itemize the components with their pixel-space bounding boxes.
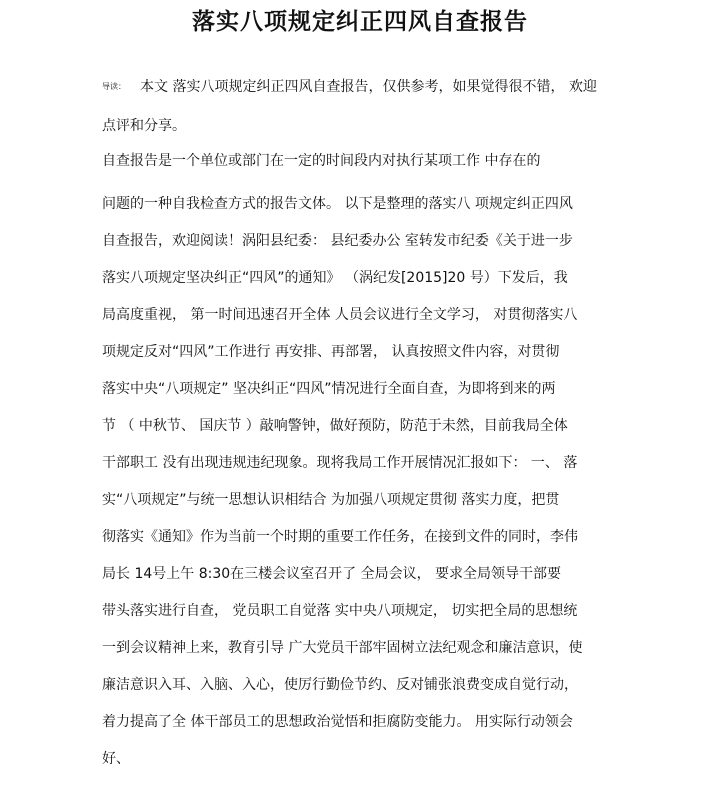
lead-line-2: 点评和分享。 xyxy=(102,118,186,134)
body-line: 着力提高了全 体干部员工的思想政治觉悟和拒腐防变能力。 用实际行动领会 xyxy=(102,714,573,730)
body-line: 彻落实《通知》作为当前一个时期的重要工作任务，在接到文件的同时，李伟 xyxy=(102,529,578,545)
document-title: 落实八项规定纠正四风自查报告 xyxy=(192,9,528,35)
lead-label: 导读： xyxy=(102,82,126,91)
body-line: 局长 14号上午 8:30在三楼会议室召开了 全局会议， 要求全局领导干部要 xyxy=(102,566,562,582)
lead-text-1: 本文 落实八项规定纠正四风自查报告，仅供参考，如果觉得很不错， 欢迎 xyxy=(140,79,597,95)
body-line: 局高度重视， 第一时间迅速召开全体 人员会议进行全文学习， 对贯彻落实八 xyxy=(102,307,578,323)
body-line: 廉洁意识入耳、入脑、入心，使厉行勤俭节约、反对铺张浪费变成自觉行动， xyxy=(102,677,578,693)
body-line: 自查报告是一个单位或部门在一定的时间段内对执行某项工作 中存在的 xyxy=(102,153,541,169)
lead-line-1 xyxy=(102,77,597,99)
body-line: 自查报告，欢迎阅读！涡阳县纪委： 县纪委办公 室转发市纪委《关于进一步 xyxy=(102,233,573,249)
body-line: 问题的一种自我检查方式的报告文体。 以下是整理的落实八 项规定纠正四风 xyxy=(102,196,573,212)
body-line: 带头落实进行自查， 党员职工自觉落 实中央八项规定， 切实把全局的思想统 xyxy=(102,603,578,619)
body-line: 好、 xyxy=(102,751,130,767)
body-line: 干部职工 没有出现违规违纪现象。现将我局工作开展情况汇报如下： 一、 落 xyxy=(102,455,578,471)
body-line: 实“八项规定”与统一思想认识相结合 为加强八项规定贯彻 落实力度，把贯 xyxy=(102,492,560,508)
body-line: 一到会议精神上来，教育引导 广大党员干部牢固树立法纪观念和廉洁意识，使 xyxy=(102,640,583,656)
body-line: 落实八项规定坚决纠正“四风”的通知》 （涡纪发[2015]20 号）下发后，我 xyxy=(102,270,568,286)
body-line: 落实中央“八项规定” 坚决纠正“四风”情况进行全面自查，为即将到来的两 xyxy=(102,381,556,397)
body-line: 节 （ 中秋节、 国庆节 ）敲响警钟，做好预防，防范于未然，目前我局全体 xyxy=(102,418,568,434)
body-line: 项规定反对“四风”工作进行 再安排、再部署， 认真按照文件内容，对贯彻 xyxy=(102,344,560,360)
